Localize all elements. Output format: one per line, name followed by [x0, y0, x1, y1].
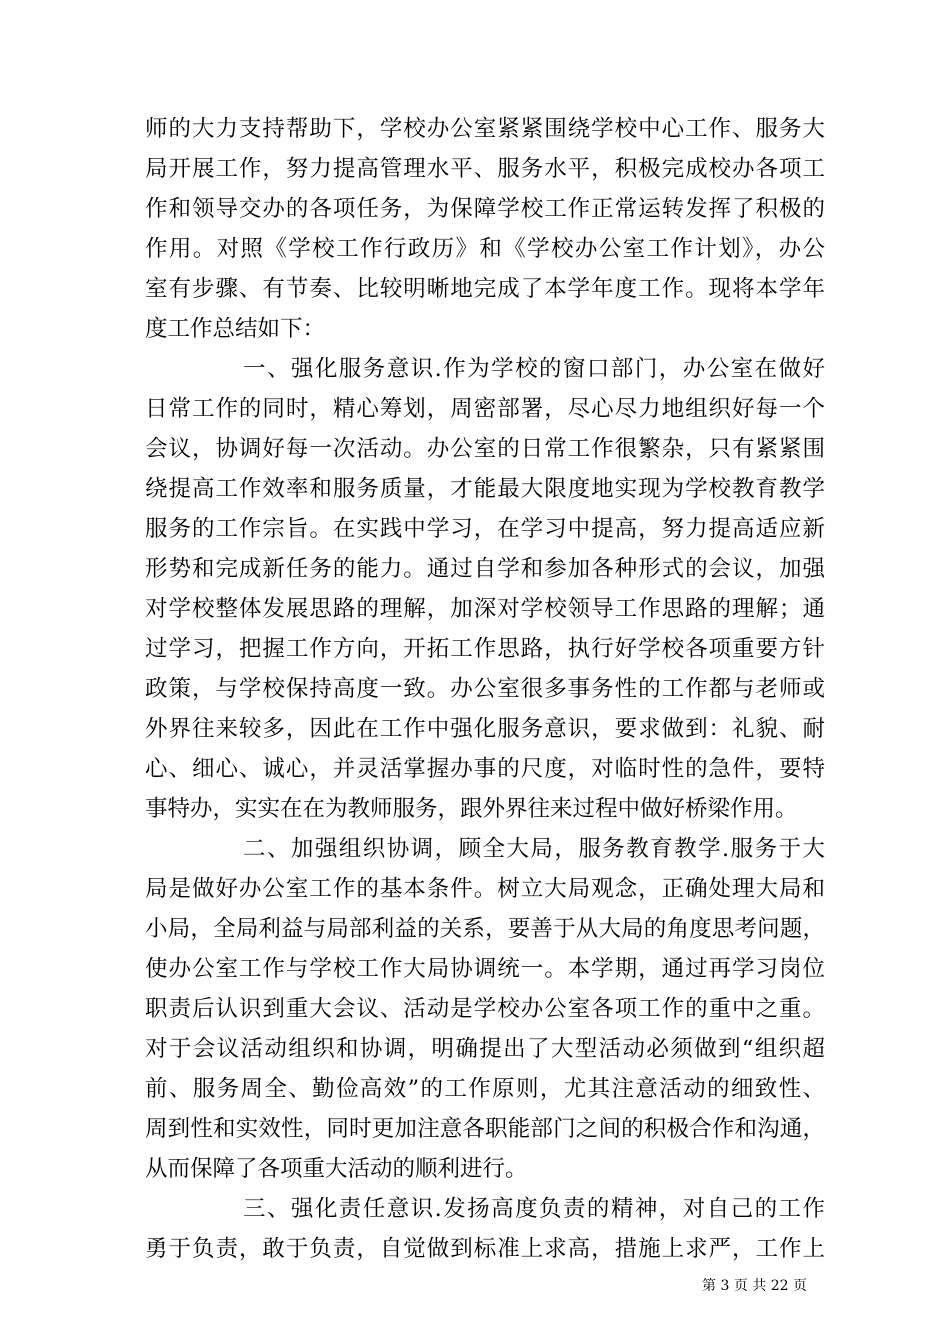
text-line: 绕提高工作效率和服务质量，才能最大限度地实现为学校教育教学 — [145, 476, 825, 502]
section-heading-line: 一、强化服务意识.作为学校的窗口部门，办公室在做好 — [243, 356, 825, 382]
text-line: 度工作总结如下： — [145, 316, 326, 342]
text-line: 职责后认识到重大会议、活动是学校办公室各项工作的重中之重。 — [145, 996, 825, 1023]
text-line: 勇于负责，敢于负责，自觉做到标准上求高，措施上求严，工作上 — [145, 1236, 825, 1263]
text-line: 室有步骤、有节奏、比较明晰地完成了本学年度工作。现将本学年 — [145, 276, 825, 302]
text-line: 外界往来较多，因此在工作中强化服务意识，要求做到：礼貌、耐 — [145, 716, 825, 742]
text-line: 使办公室工作与学校工作大局协调统一。本学期，通过再学习岗位 — [145, 956, 825, 983]
text-line: 过学习，把握工作方向，开拓工作思路，执行好学校各项重要方针 — [145, 636, 825, 662]
text-line: 日常工作的同时，精心筹划，周密部署，尽心尽力地组织好每一个 — [145, 396, 825, 422]
text-line: 前、服务周全、勤俭高效”的工作原则，尤其注意活动的细致性、 — [145, 1076, 825, 1103]
text-line: 师的大力支持帮助下，学校办公室紧紧围绕学校中心工作、服务大 — [145, 116, 825, 142]
text-line: 对于会议活动组织和协调，明确提出了大型活动必须做到“组织超 — [145, 1036, 825, 1063]
text-line: 服务的工作宗旨。在实践中学习，在学习中提高，努力提高适应新 — [145, 516, 825, 542]
text-line: 心、细心、诚心，并灵活掌握办事的尺度，对临时性的急件，要特 — [145, 756, 825, 783]
section-heading-line: 三、强化责任意识.发扬高度负责的精神，对自己的工作 — [243, 1196, 825, 1223]
text-line: 局开展工作，努力提高管理水平、服务水平，积极完成校办各项工 — [145, 156, 825, 182]
text-line: 周到性和实效性，同时更加注意各职能部门之间的积极合作和沟通， — [145, 1116, 825, 1143]
text-line: 会议，协调好每一次活动。办公室的日常工作很繁杂，只有紧紧围 — [145, 436, 825, 462]
page-number-footer: 第 3 页 共 22 页 — [702, 1278, 807, 1294]
text-line: 对学校整体发展思路的理解，加深对学校领导工作思路的理解；通 — [145, 596, 825, 622]
text-line: 形势和完成新任务的能力。通过自学和参加各种形式的会议，加强 — [145, 556, 825, 582]
section-heading-line: 二、加强组织协调，顾全大局，服务教育教学.服务于大 — [243, 836, 825, 863]
text-line: 小局，全局利益与局部利益的关系，要善于从大局的角度思考问题， — [145, 916, 825, 943]
text-line: 从而保障了各项重大活动的顺利进行。 — [145, 1156, 528, 1183]
text-line: 事特办，实实在在为教师服务，跟外界往来过程中做好桥梁作用。 — [145, 796, 798, 823]
text-line: 局是做好办公室工作的基本条件。树立大局观念，正确处理大局和 — [145, 876, 825, 903]
text-line: 政策，与学校保持高度一致。办公室很多事务性的工作都与老师或 — [145, 676, 825, 702]
text-line: 作用。对照《学校工作行政历》和《学校办公室工作计划》，办公 — [145, 236, 825, 262]
text-line: 作和领导交办的各项任务，为保障学校工作正常运转发挥了积极的 — [145, 196, 825, 222]
